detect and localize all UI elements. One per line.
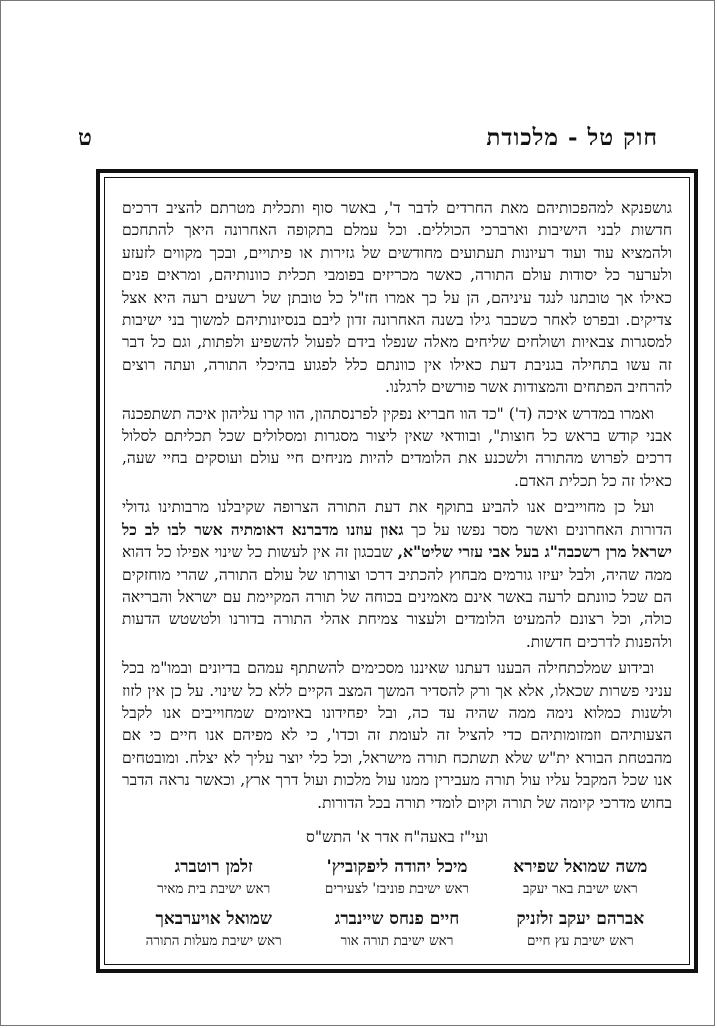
signer-name: אברהם יעקב זלזניק [516,909,645,929]
signer-name: שמואל אויערבאך [155,909,272,929]
signer-title: ראש ישיבת מעלות התורה [145,933,282,949]
signer-title: ראש ישיבת באר יעקב [522,881,638,897]
signatures [122,855,672,951]
signer [305,907,488,951]
signer-name: זלמן רוטברג [174,857,253,877]
signer [489,907,672,951]
paragraph-1: גושפנקא למהפכותיהם מאת החרדים לדבר ד', באשר סוף ותכלית מטרתם להציב דרכים חדשות לבני הישיבות וארברכי הכוללים. וכל עמלם בתקופה האחרונה היאך להתחכם ולהמציא עוד ועוד רעיונות תעתועים מחודשים של גזירות או פיתויים, ובכך מקווים לזעזע ולערער כל יסודות עולם התורה, כאשר מכריזים בפומבי תכלית כוונותיהם, ומראים פנים כאילו אך טובתנו לנגד עיניהם, הן על כך אמרו חז"ל כל טובתן של רשעים רעה היא אצל צדיקים. ובפרט לאחר כשכבר גילו בשנה האחרונה זדון ליבם בנסיונותיהם למשוך בני ישיבות למסגרות צבאיות ושולחים שליחים מאלה שנפלו בידם לפעול להשפיע ולפתות, וגם כל דבר זה עשו בתחילה בגניבת דעת כאילו אין כוונתם כלל לפגוע בהיכלי התורה, ועתה רוצים להרחיב הפתחים והמצודות אשר פורשים לרגלנו. [122,199,672,397]
signer [489,855,672,899]
emphasized-name: גאון עוזנו מדברנא דאומתיה אשר לבו לב כל ישראל מרן רשכבה"ג בעל אבי עזרי שליט"א, [122,519,672,562]
running-title: חוק טל - מלכודת [486,124,658,151]
page-header [60,118,658,158]
paragraph-2: ואמרו במדרש איכה (ד') "כד הוו חבריא נפקין לפרנסתהון, הוו קרו עליהון איכה תשתפכנה אבני קודש בראש כל חוצות", ובוודאי שאין ליצור מסגרות ומסלולים שכל תכליתם לסלול דרכים לפרוש מהתורה ולשכנע את הלומדים להיות מניחים חיי עולם ועוסקים בחיי שעה, כאילו זה כל תכלית האדם. [122,404,672,490]
closing-line: ועי"ז באעה"ח אדר א' התש"ס [306,828,488,846]
paragraph-4: ובידוע שמלכתחילה הבענו דעתנו שאיננו מסכימים להשתתף עמהם בדיונים ובמו"מ בכל עניני פשרות שכאלו, אלא אך ורק להסדיר המשך המצב הקיים ללא כל שינוי. על כן אין לזוז ולשנות כמלוא נימה ממה שהיה עד כה, ובל יפחידונו באיומים שמחוייבים אנו לקבל הצעותיהם וזמזומותיהם כדי להציל זה לעומת זה וכדו', כי לא מפיהם אנו חיים כי אם מהבטחת הבורא ית"ש שלא תשתכח תורה מישראל, וכל כלי יוצר עליך לא יצלח. ומובטחים אנו שכל המקבל עליו עול תורה מעבירין ממנו עול מלכות ועול דרך ארץ, וכאשר נראה הדבר בחוש מדרכי קיומה של תורה וקיום לומדי תורה בכל הדורות. [122,659,672,812]
signer-title: ראש ישיבת פוניבז' לצעירים [324,881,470,897]
signer-name: משה שמואל שפירא [513,857,648,877]
signer-name: מיכל יהודה ליפקוביץ' [326,857,468,877]
signer [122,907,305,951]
signer-name: חיים פנחס שיינברג [334,909,460,929]
letter-body [122,197,672,818]
paragraph-3 [122,496,672,653]
page-number: ט [78,124,92,151]
signer-title: ראש ישיבת תורה אור [340,933,454,949]
paragraph-3-cont: שבכגון זה אין לעשות כל שינוי אפילו כל דהוא ממה שהיה, ולבל יעיזו גורמים מבחוץ להכתיב דרכו וצורתו של עולם התורה, שהרי מוחזקים הם שכל כוונתם לרעה באשר אינם מאמינים בכוחה של תורה המקיימת עם ישראל והבריאה כולה, וכל רצונם להמעיט הלומדים ולעצור צמיחת אהלי התורה בדורנו ולטשטש הדעות ולהפנות לדרכים חדשות. [122,543,672,651]
signer [305,855,488,899]
signer-title: ראש ישיבת עץ חיים [526,933,634,949]
signer-title: ראש ישיבת בית מאיר [157,881,271,897]
paragraph-3-text: ועל כן מחוייבים אנו להביע בתוקף את דעת התורה הצרופה שקיבלנו מרבותינו גדולי הדורות האחרונים ואשר מסר נפשו על כך [122,498,672,539]
signer [122,855,305,899]
